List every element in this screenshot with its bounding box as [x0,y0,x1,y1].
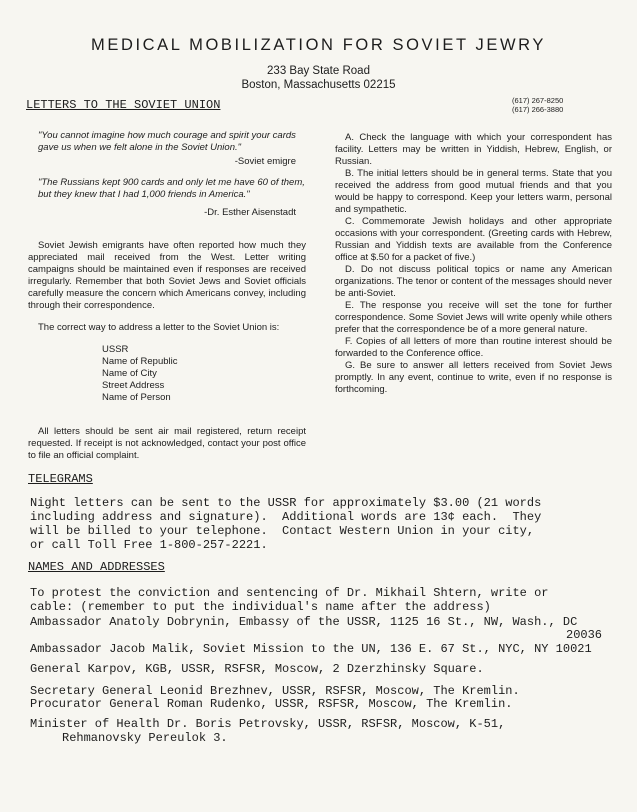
instruction-g: G. Be sure to answer all letters received from Soviet Jews promptly. In any event, continue to write, even if no response is forthcoming. [335,360,612,395]
address-format-line: Name of Person [102,392,171,403]
instruction-a: A. Check the language with which your correspondent has facility. Letters may be written in Yiddish, Hebrew, English, or Russian. [335,132,612,167]
letters-left-column [38,130,306,218]
telegrams-line: Night letters can be sent to the USSR for approximately $3.00 (21 words [30,496,542,510]
phone-1: (617) 267-8250 [512,96,564,105]
entry-dobrynin: Ambassador Anatoly Dobrynin, Embassy of the USSR, 1125 16 St., NW, Wash., DC [30,615,578,629]
quote-1-attribution: -Soviet emigre [234,156,296,167]
entry-petrovsky: Minister of Health Dr. Boris Petrovsky, USSR, RSFSR, Moscow, K-51, [30,717,506,731]
instruction-b: B. The initial letters should be in general terms. State that you received the address from good mutual friends and that you would be happy to correspond. Keep your letters warm, personal and sympathetic. [335,168,612,215]
address-format-line: Name of Republic [102,356,178,367]
address-format-line: Name of City [102,368,157,379]
paragraph-air-mail: All letters should be sent air mail registered, return receipt requested. If receipt is not acknowledged, contact your post office to file an official complaint. [28,426,306,461]
entry-dobrynin-zip: 20036 [566,628,603,642]
instruction-c: C. Commemorate Jewish holidays and other appropriate occasions with your correspondent. (Greeting cards with Hebrew, Russian and Yiddish texts are available from the Conference office at $.50 for a packet of five.) [335,216,612,263]
paragraph-emigrants: Soviet Jewish emigrants have often reported how much they appreciated mail received from the West. Letter writing campaigns should be maintained even if responses are received irregularly. Remember that both Soviet Jews and Soviet officials carefully measure the concern which Americans convey, including through their correspondence. [28,240,306,311]
instruction-d: D. Do not discuss political topics or name any American organizations. The tenor or content of the messages should never be anti-Soviet. [335,264,612,299]
paragraph-address-intro: The correct way to address a letter to the Soviet Union is: [38,322,280,333]
address-format-line: USSR [102,344,129,355]
letters-heading: LETTERS TO THE SOVIET UNION [26,98,221,112]
letters-body-left [28,240,306,462]
address-format-line: Street Address [102,380,165,391]
telegrams-line: or call Toll Free 1-800-257-2221. [30,538,268,552]
quote-1: "You cannot imagine how much courage and spirit your cards gave us when we felt alone in the Soviet Union." [38,130,296,153]
names-intro-line: cable: (remember to put the individual's name after the address) [30,600,491,614]
quote-2-attribution: -Dr. Esther Aisenstadt [204,207,296,218]
instruction-f: F. Copies of all letters of more than routine interest should be forwarded to the Conference office. [335,336,612,359]
entry-petrovsky-street: Rehmanovsky Pereulok 3. [62,731,228,745]
address-line-2: Boston, Massachusetts 02215 [241,79,396,91]
letters-instructions-column [335,132,612,396]
names-intro-line: To protest the conviction and sentencing of Dr. Mikhail Shtern, write or [30,586,549,600]
names-heading: NAMES AND ADDRESSES [28,560,165,574]
quote-2: "The Russians kept 900 cards and only let me have 60 of them, but they knew that I had 1,000 friends in America." [38,177,305,200]
address-line-1: 233 Bay State Road [267,65,370,77]
entry-malik: Ambassador Jacob Malik, Soviet Mission to the UN, 136 E. 67 St., NYC, NY 10021 [30,642,592,656]
entry-rudenko: Procurator General Roman Rudenko, USSR, RSFSR, Moscow, The Kremlin. [30,697,513,711]
entry-karpov: General Karpov, KGB, USSR, RSFSR, Moscow, 2 Dzerzhinsky Square. [30,662,484,676]
telegrams-heading: TELEGRAMS [28,472,93,486]
page-title: MEDICAL MOBILIZATION FOR SOVIET JEWRY [91,36,546,54]
phone-2: (617) 266-3880 [512,105,564,114]
telegrams-body [30,496,541,552]
instruction-e: E. The response you receive will set the tone for further correspondence. Some Soviet Jews will write openly while others prefer that the correspondence be of a more general nature. [335,300,612,335]
address-format-list [102,344,306,404]
entry-brezhnev: Secretary General Leonid Brezhnev, USSR, RSFSR, Moscow, The Kremlin. [30,684,520,698]
telegrams-line: including address and signature). Additional words are 13¢ each. They [30,510,542,524]
names-intro [30,586,548,614]
telegrams-line: will be billed to your telephone. Contact Western Union in your city, [30,524,535,538]
